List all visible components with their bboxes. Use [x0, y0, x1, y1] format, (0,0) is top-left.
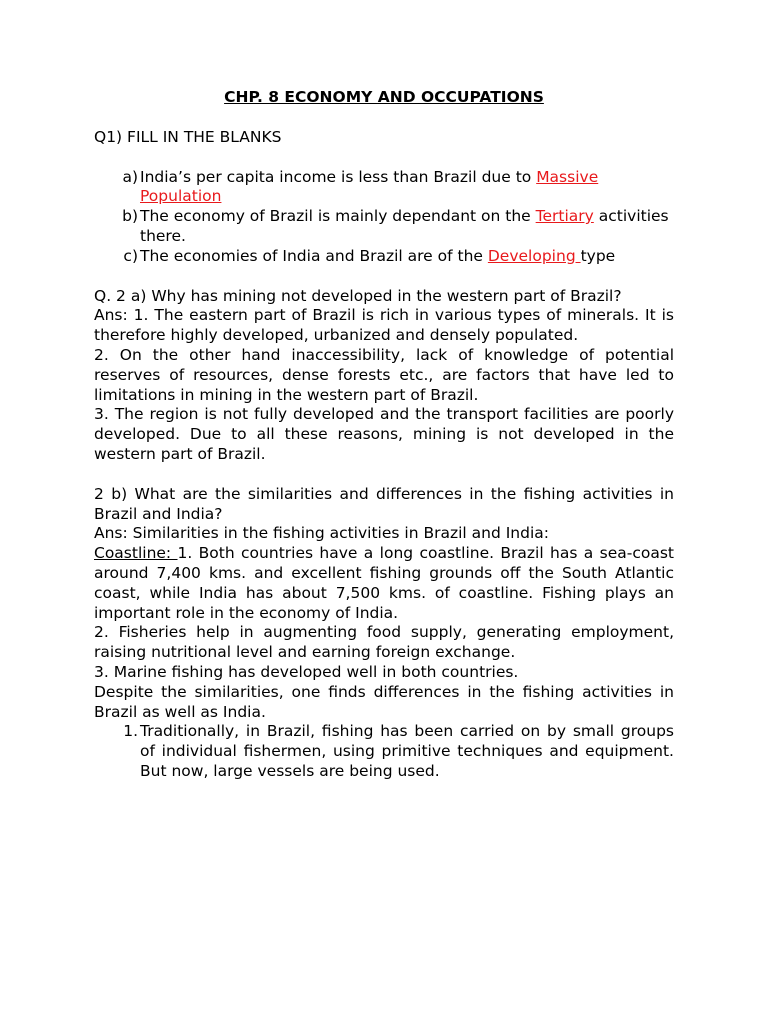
- page-title: CHP. 8 ECONOMY AND OCCUPATIONS: [224, 88, 544, 106]
- list-item-text: India’s per capita income is less than Brazil due to Massive Population: [140, 167, 599, 206]
- q2a-question: Q. 2 a) Why has mining not developed in the western part of Brazil?: [94, 286, 622, 305]
- q2b-point-2: 2. Fisheries help in augmenting food supply, generating employment, raising nutritional level and earning foreign exchange.: [94, 623, 674, 662]
- q1-item-b: [94, 207, 674, 247]
- list-item-text: The economy of Brazil is mainly dependant on the Tertiary activities there.: [140, 207, 669, 245]
- blank-answer: Massive Population: [140, 167, 599, 206]
- list-marker: b): [122, 207, 138, 226]
- q1-item-a: [94, 168, 674, 208]
- q2b-question: 2 b) What are the similarities and differences in the fishing activities in Brazil and India?: [94, 484, 674, 523]
- list-marker: c): [123, 246, 138, 265]
- q2b-point-3: 3. Marine fishing has developed well in both countries.: [94, 662, 519, 681]
- q2a-answer-2: 2. On the other hand inaccessibility, lack of knowledge of potential reserves of resources, dense forests etc., are factors that have led to limitations in mining in the western part of Brazil.: [94, 345, 674, 404]
- blank-answer: Developing: [487, 246, 581, 265]
- q2b-intro: Ans: Similarities in the fishing activities in Brazil and India:: [94, 524, 549, 543]
- q2b-differences-intro: Despite the similarities, one finds differences in the fishing activities in Brazil as well as India.: [94, 682, 674, 721]
- q1-heading: Q1) FILL IN THE BLANKS: [94, 127, 282, 146]
- q2a-answer-3: 3. The region is not fully developed and the transport facilities are poorly developed. Due to all these reasons, mining is not developed in the western part of Brazil.: [94, 405, 674, 463]
- list-marker: 1.: [123, 722, 138, 741]
- q1-item-c: [94, 247, 674, 267]
- difference-item-1: [94, 722, 674, 781]
- document-content: [94, 88, 674, 782]
- q2b-coastline-paragraph: Coastline: 1. Both countries have a long coastline. Brazil has a sea-coast around 7,400 kms. and excellent fishing grounds off the South Atlantic coast, while India has about 7,500 kms. of coastline. Fishing plays an important role in the economy of India.: [94, 544, 674, 622]
- list-marker: a): [122, 167, 138, 186]
- q2a-answer-1: Ans: 1. The eastern part of Brazil is rich in various types of minerals. It is therefore highly developed, urbanized and densely populated.: [94, 306, 674, 345]
- blank-answer: Tertiary: [535, 207, 594, 226]
- coastline-label: Coastline:: [94, 544, 178, 563]
- list-item-text: Traditionally, in Brazil, fishing has been carried on by small groups of individual fishermen, using primitive techniques and equipment. But now, large vessels are being used.: [140, 722, 674, 780]
- list-item-text: The economies of India and Brazil are of the Developing type: [140, 246, 616, 265]
